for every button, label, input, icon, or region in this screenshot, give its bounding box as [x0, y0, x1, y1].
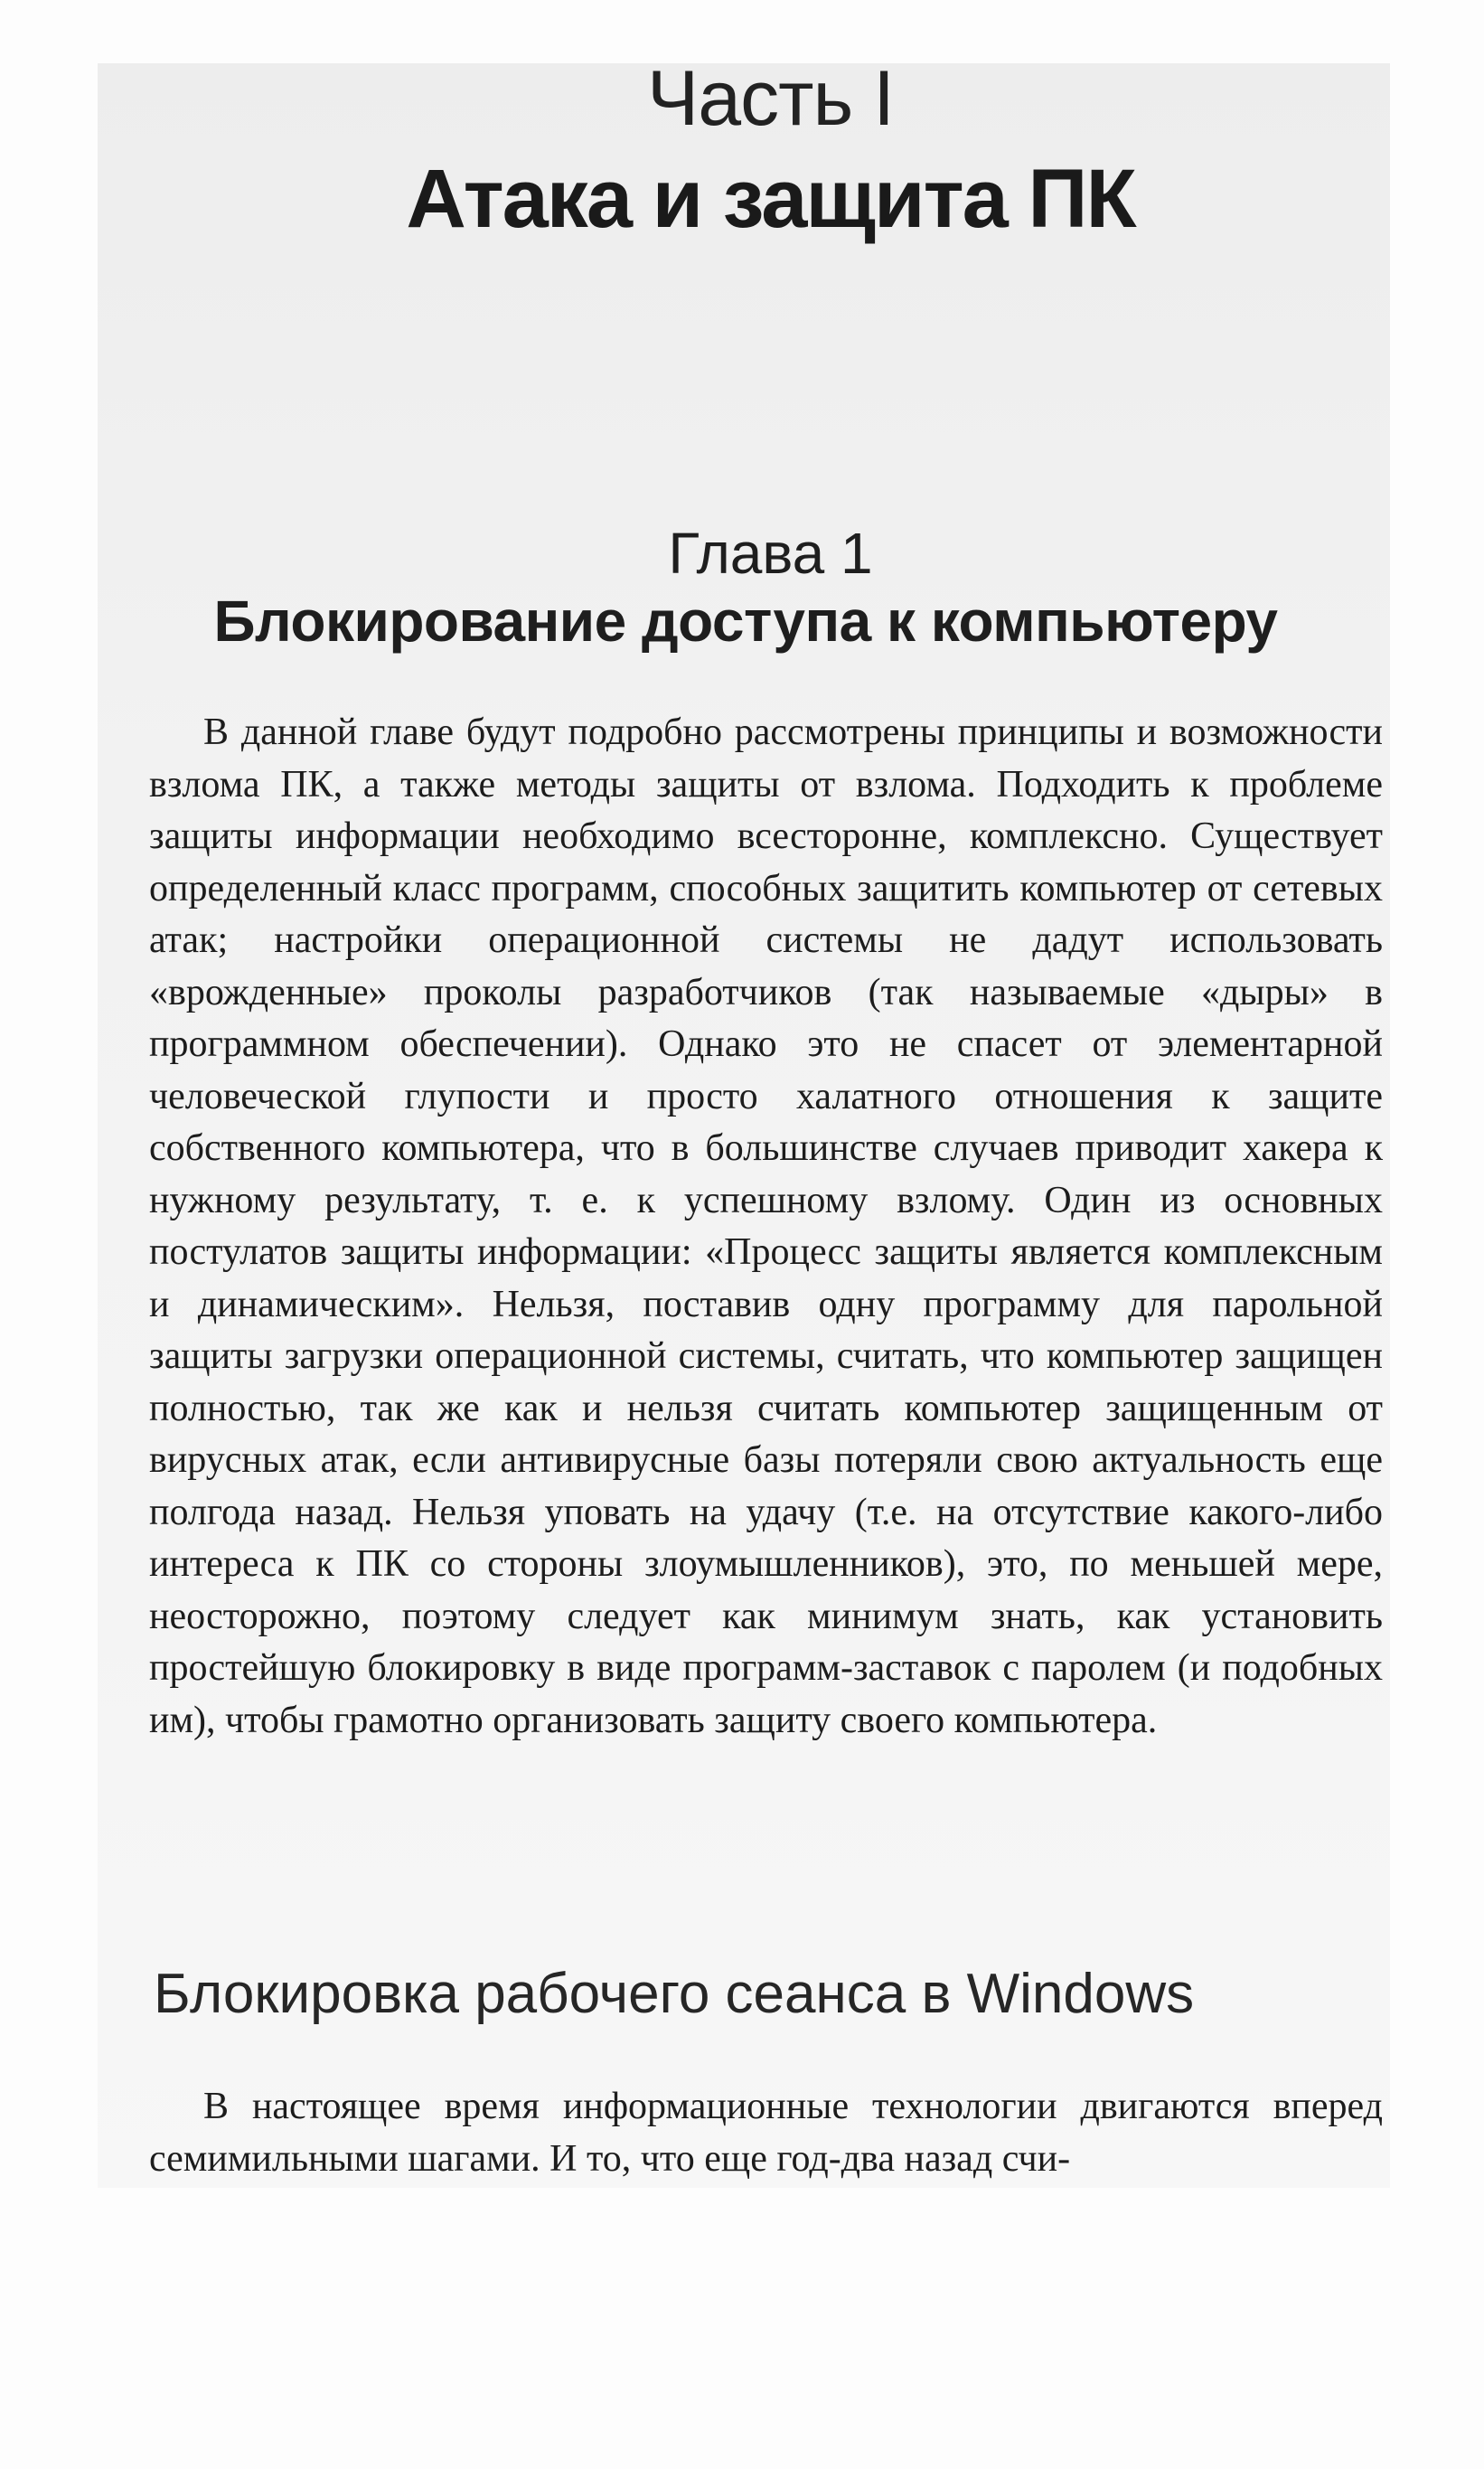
part-title: Атака и защита ПК	[406, 153, 1135, 245]
chapter-intro-paragraph: В данной главе будут подробно рассмотрены принципы и возможности взлома ПК, а также методы защиты от взлома. Подходить к проблеме защиты информации необходимо всесторонне, комплексно. Существует определенный класс программ, способных защитить компьютер от сетевых атак; настройки операционной системы не дадут использовать «врожденные» проколы разработчиков (так называемые «дыры» в программном обеспечении). Однако это не спасет от элементарной человеческой глупости и просто халатного отношения к защите собственного компьютера, что в большинстве случаев приводит хакера к нужному результату, т. е. к успешному взлому. Один из основных постулатов защиты информации: «Процесс защиты является комплексным и динамическим». Нельзя, поставив одну программу для парольной защиты загрузки операционной системы, считать, что компьютер защищен полностью, так же как и нельзя считать компьютер защищенным от вирусных атак, если антивирусные базы потеряли свою актуальность еще полгода назад. Нельзя уповать на удачу (т.е. на отсутствие какого-либо интереса к ПК со стороны злоумышленников), это, по меньшей мере, неосторожно, поэтому следует как минимум знать, как установить простейшую блокировку в виде программ-заставок с паролем (и подобных им), чтобы грамотно организовать защиту своего компьютера.	[149, 711, 1383, 1741]
part-label: Часть I	[646, 55, 895, 142]
chapter-title: Блокирование доступа к компьютеру	[213, 589, 1278, 654]
section-heading: Блокировка рабочего сеанса в Windows	[154, 1963, 1195, 2025]
chapter-label: Глава 1	[668, 521, 873, 586]
section-paragraph: В настоящее время информационные технологии двигаются вперед семимильными шагами. И то, что еще год-два назад счи-	[149, 2086, 1383, 2180]
